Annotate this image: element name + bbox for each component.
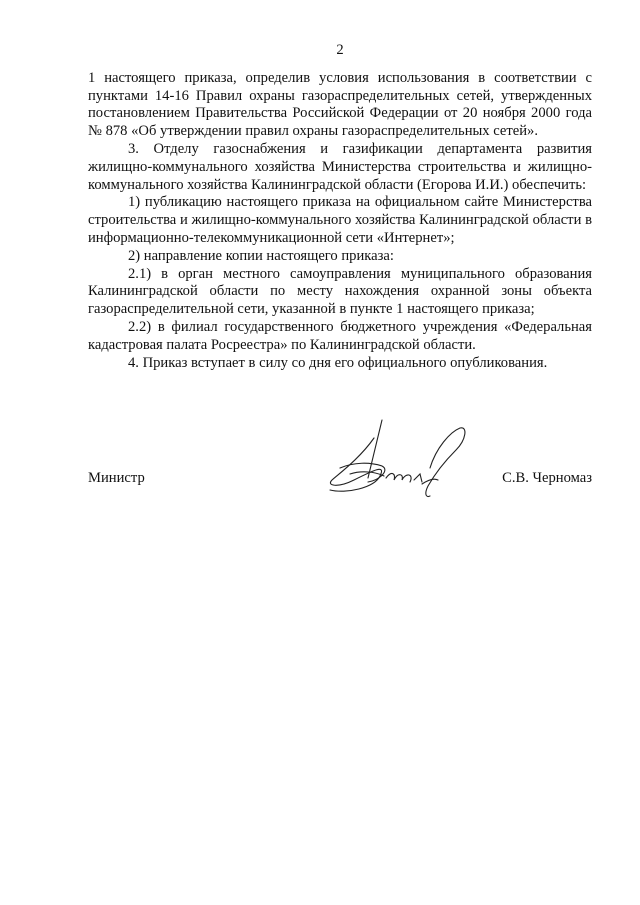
handwritten-signature (310, 418, 470, 518)
document-page (88, 42, 592, 372)
paragraph-1-continuation: 1 настоящего приказа, определив условия использования в соответствии с пунктами 14-16 Правил охраны газораспределительных сетей, утвержденных постановлением Правительства Российской Федерации от 20 ноября 2000 года № 878 «Об утверждении правил охраны газораспределительных сетей». (88, 69, 592, 140)
page-number: 2 (336, 42, 344, 58)
paragraph-3-item-2-1: 2.1) в орган местного самоуправления муниципального образования Калининградской области по месту нахождения охранной зоны объекта газораспределительной сети, указанной в пункте 1 настоящего приказа; (88, 265, 592, 318)
signatory-position: Министр (88, 470, 145, 486)
paragraph-3-item-2: 2) направление копии настоящего приказа: (128, 247, 394, 264)
paragraph-3-item-2-2: 2.2) в филиал государственного бюджетного учреждения «Федеральная кадастровая палата Росреестра» по Калининградской области. (88, 318, 592, 353)
paragraph-3-item-1: 1) публикацию настоящего приказа на официальном сайте Министерства строительства и жилищно-коммунального хозяйства Калининградской области в информационно-телекоммуникационной сети «Интернет»; (88, 194, 592, 246)
paragraph-4: 4. Приказ вступает в силу со дня его официального опубликования. (128, 354, 548, 371)
paragraph-3: 3. Отделу газоснабжения и газификации департамента развития жилищно-коммунального хозяйства Министерства строительства и жилищно-коммунального хозяйства Калининградской области (Егорова И.И.) обеспечить: (88, 140, 592, 193)
signatory-name: С.В. Черномаз (502, 470, 592, 486)
signature-block (88, 466, 592, 496)
